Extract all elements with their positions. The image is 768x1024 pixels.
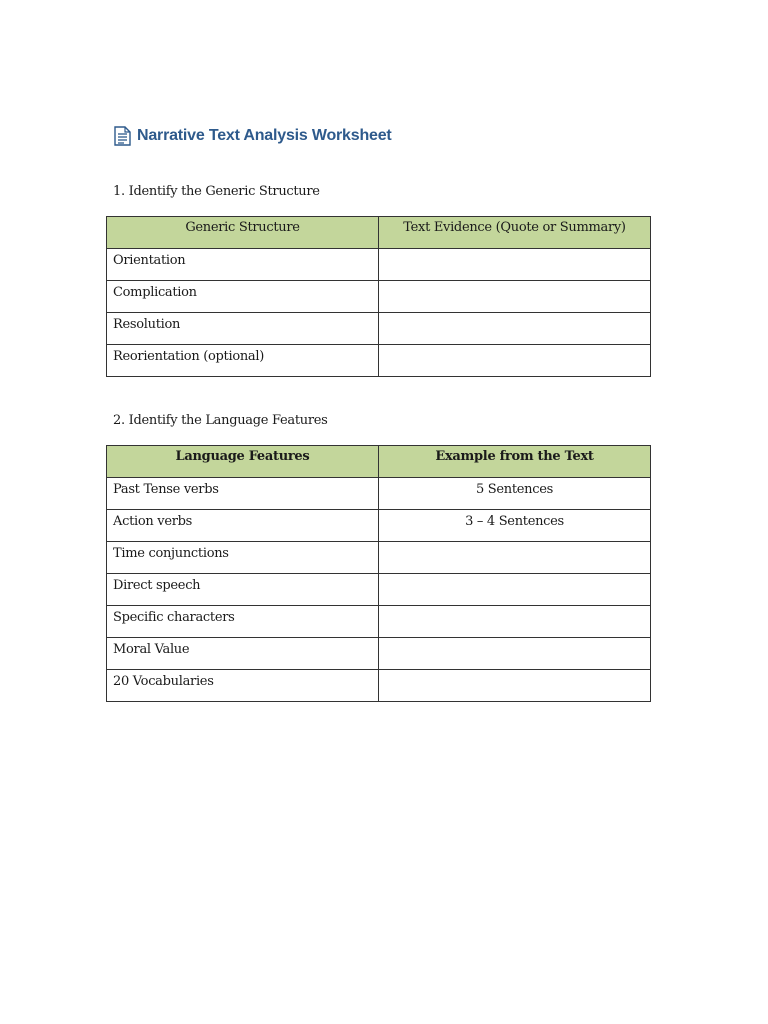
feature-cell: Specific characters [107, 606, 379, 638]
structure-cell: Reorientation (optional) [107, 345, 379, 377]
feature-cell: Direct speech [107, 574, 379, 606]
table-row [107, 542, 651, 574]
table-header-row [107, 217, 651, 249]
table-header-row [107, 446, 651, 478]
column-header: Example from the Text [379, 446, 651, 478]
example-cell[interactable] [379, 542, 651, 574]
table-row [107, 510, 651, 542]
table-row [107, 281, 651, 313]
feature-cell: Time conjunctions [107, 542, 379, 574]
feature-cell: 20 Vocabularies [107, 670, 379, 702]
evidence-cell[interactable] [379, 345, 651, 377]
table-row [107, 606, 651, 638]
table-row [107, 574, 651, 606]
section1-heading: 1. Identify the Generic Structure [113, 184, 320, 199]
section2-heading: 2. Identify the Language Features [113, 413, 328, 428]
example-cell[interactable] [379, 670, 651, 702]
structure-cell: Resolution [107, 313, 379, 345]
table-row [107, 670, 651, 702]
evidence-cell[interactable] [379, 313, 651, 345]
table-row [107, 478, 651, 510]
evidence-cell[interactable] [379, 249, 651, 281]
evidence-cell[interactable] [379, 281, 651, 313]
feature-cell: Moral Value [107, 638, 379, 670]
example-cell[interactable] [379, 606, 651, 638]
language-features-table [106, 445, 651, 702]
feature-cell: Action verbs [107, 510, 379, 542]
structure-cell: Orientation [107, 249, 379, 281]
generic-structure-table [106, 216, 651, 377]
example-cell[interactable] [379, 638, 651, 670]
example-cell[interactable]: 3 – 4 Sentences [379, 510, 651, 542]
column-header: Generic Structure [107, 217, 379, 249]
table-row [107, 638, 651, 670]
example-cell[interactable] [379, 574, 651, 606]
document-title: Narrative Text Analysis Worksheet [137, 127, 392, 144]
example-cell[interactable]: 5 Sentences [379, 478, 651, 510]
feature-cell: Past Tense verbs [107, 478, 379, 510]
column-header: Language Features [107, 446, 379, 478]
structure-cell: Complication [107, 281, 379, 313]
document-icon [114, 126, 131, 146]
table-row [107, 313, 651, 345]
document-title-row [114, 126, 392, 146]
column-header: Text Evidence (Quote or Summary) [379, 217, 651, 249]
table-row [107, 345, 651, 377]
table-row [107, 249, 651, 281]
